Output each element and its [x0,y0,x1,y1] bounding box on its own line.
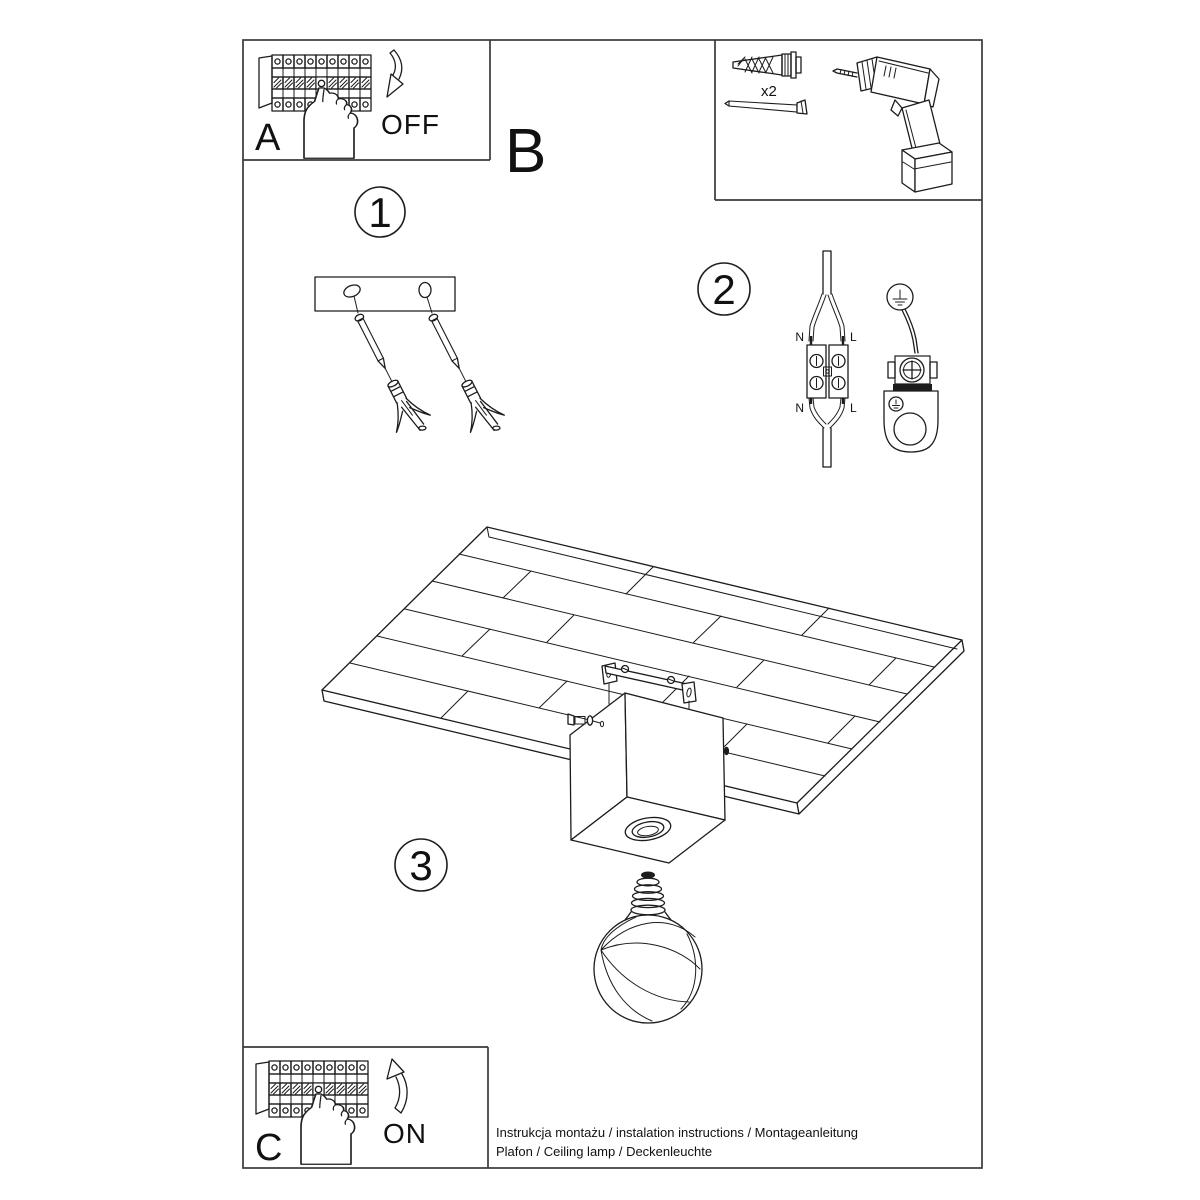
quantity-label: x2 [761,83,777,100]
wire-label-l-top: L [850,330,857,344]
side-screw-right-icon [724,747,729,755]
mounting-bracket [315,277,455,313]
anchor-screw-icon [341,306,435,442]
wall-plug-icon [733,52,801,78]
lamp-holder [884,391,938,452]
earth-symbol-icon [887,284,913,310]
mains-cable-bottom [809,398,845,467]
step-3-badge [395,839,447,891]
step-1-number: 1 [368,189,392,236]
screw-icon [725,100,807,114]
step-2-number: 2 [712,266,736,313]
step-3-number: 3 [409,842,433,889]
footer-line-2: Plafon / Ceiling lamp / Deckenleuchte [496,1144,713,1159]
off-label: OFF [381,109,440,140]
footer-line-1: Instrukcja montażu / instalation instructions / Montageanleitung [496,1125,859,1140]
ground-terminal [888,356,937,391]
on-label: ON [383,1118,427,1149]
step-2-badge [698,263,750,315]
panel-a-label: A [255,117,281,159]
footer [496,1125,858,1159]
panel-c [255,1059,427,1169]
panel-b-label: B [505,117,547,186]
mains-cable [809,251,845,345]
step-3 [322,527,964,1023]
off-arrow-icon [387,50,403,97]
lamp-body-cube [570,693,725,863]
step-2 [698,251,938,467]
earth-wire [902,309,918,353]
step-1 [315,187,509,442]
anchor-screw-icon [415,306,509,442]
panel-a [255,50,440,159]
panel-c-label: C [255,1127,283,1169]
wire-label-n-top: N [795,330,804,344]
wire-label-l-bottom: L [850,401,857,415]
wire-label-n-bottom: N [795,401,804,415]
panel-b [505,52,952,192]
light-bulb-icon [594,872,702,1024]
on-arrow-icon [387,1059,407,1113]
drill-icon [833,57,952,192]
terminal-block [807,345,848,398]
step-1-badge [355,187,405,237]
